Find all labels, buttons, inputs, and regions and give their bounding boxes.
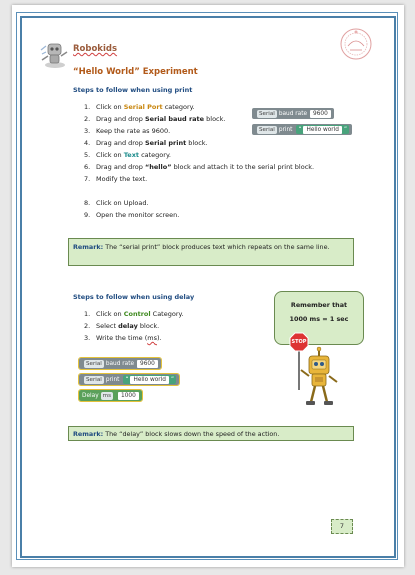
quote-open: “ — [125, 376, 129, 383]
baud-value: 9600 — [310, 110, 331, 118]
serial-dropdown: Serial — [86, 376, 102, 383]
list-item: 3. Write the time (ms). — [84, 334, 162, 342]
baud-value: 9600 — [137, 360, 158, 368]
remark-box-delay — [68, 426, 354, 441]
list-item: 8. Click on Upload. — [84, 199, 149, 207]
serial-baud-rate-block — [252, 108, 334, 119]
block-label: baud rate — [105, 360, 135, 367]
list-item: 6. Drag and drop “hello” block and attach it to the serial print block. — [84, 163, 315, 171]
remark-label: Remark: — [73, 430, 104, 438]
list-item: 2. Select delay block. — [84, 322, 160, 330]
delay-block — [79, 390, 142, 401]
quote-close: ” — [343, 126, 347, 133]
list-item: 3. Keep the rate as 9600. — [84, 127, 171, 135]
serial-print-block — [252, 124, 352, 135]
serial-dropdown: Serial — [259, 110, 275, 117]
block-label: print — [105, 376, 120, 383]
block-label: baud rate — [278, 110, 308, 117]
text-block — [296, 125, 349, 134]
quote-open: “ — [298, 126, 302, 133]
brand-name: Robokids — [73, 44, 118, 54]
seal-logo-icon — [336, 26, 376, 66]
delay-value: 1000 — [118, 392, 139, 400]
quote-close: ” — [170, 376, 174, 383]
page-number: 7 — [331, 519, 353, 534]
block-label: Delay — [82, 392, 99, 399]
list-item: 9. Open the monitor screen. — [84, 211, 180, 219]
list-item: 2. Drag and drop Serial baud rate block. — [84, 115, 226, 123]
bubble-line-1: Remember that — [290, 301, 348, 309]
remark-label: Remark: — [73, 243, 104, 251]
remark-box-print — [68, 238, 354, 266]
text-block — [123, 375, 176, 384]
serial-baud-rate-block — [79, 358, 161, 369]
bubble-line-2: 1000 ms = 1 sec — [289, 315, 349, 323]
list-item: 1. Click on Control Category. — [84, 310, 184, 318]
section-heading-delay: Steps to follow when using delay — [73, 293, 195, 301]
hello-value: Hello world — [303, 126, 342, 134]
serial-print-block — [79, 374, 179, 385]
hello-value: Hello world — [130, 376, 169, 384]
unit-dropdown: ms — [102, 392, 111, 399]
page-border-inner — [20, 16, 396, 558]
list-item: 7. Modify the text. — [84, 175, 148, 183]
serial-dropdown: Serial — [259, 126, 275, 133]
list-item: 1. Click on Serial Port category. — [84, 103, 195, 111]
stop-sign-label: STOP — [291, 339, 307, 345]
list-item: 4. Drag and drop Serial print block. — [84, 139, 208, 147]
serial-dropdown: Serial — [86, 360, 102, 367]
remark-text: The “serial print” block produces text which repeats on the same line. — [103, 243, 330, 251]
page-title: “Hello World” Experiment — [73, 67, 198, 77]
remark-text: The “delay” block slows down the speed of the action. — [103, 430, 280, 438]
robot-logo-icon — [38, 36, 72, 74]
block-label: print — [278, 126, 293, 133]
list-item: 5. Click on Text category. — [84, 151, 171, 159]
section-heading-print: Steps to follow when using print — [73, 86, 193, 94]
